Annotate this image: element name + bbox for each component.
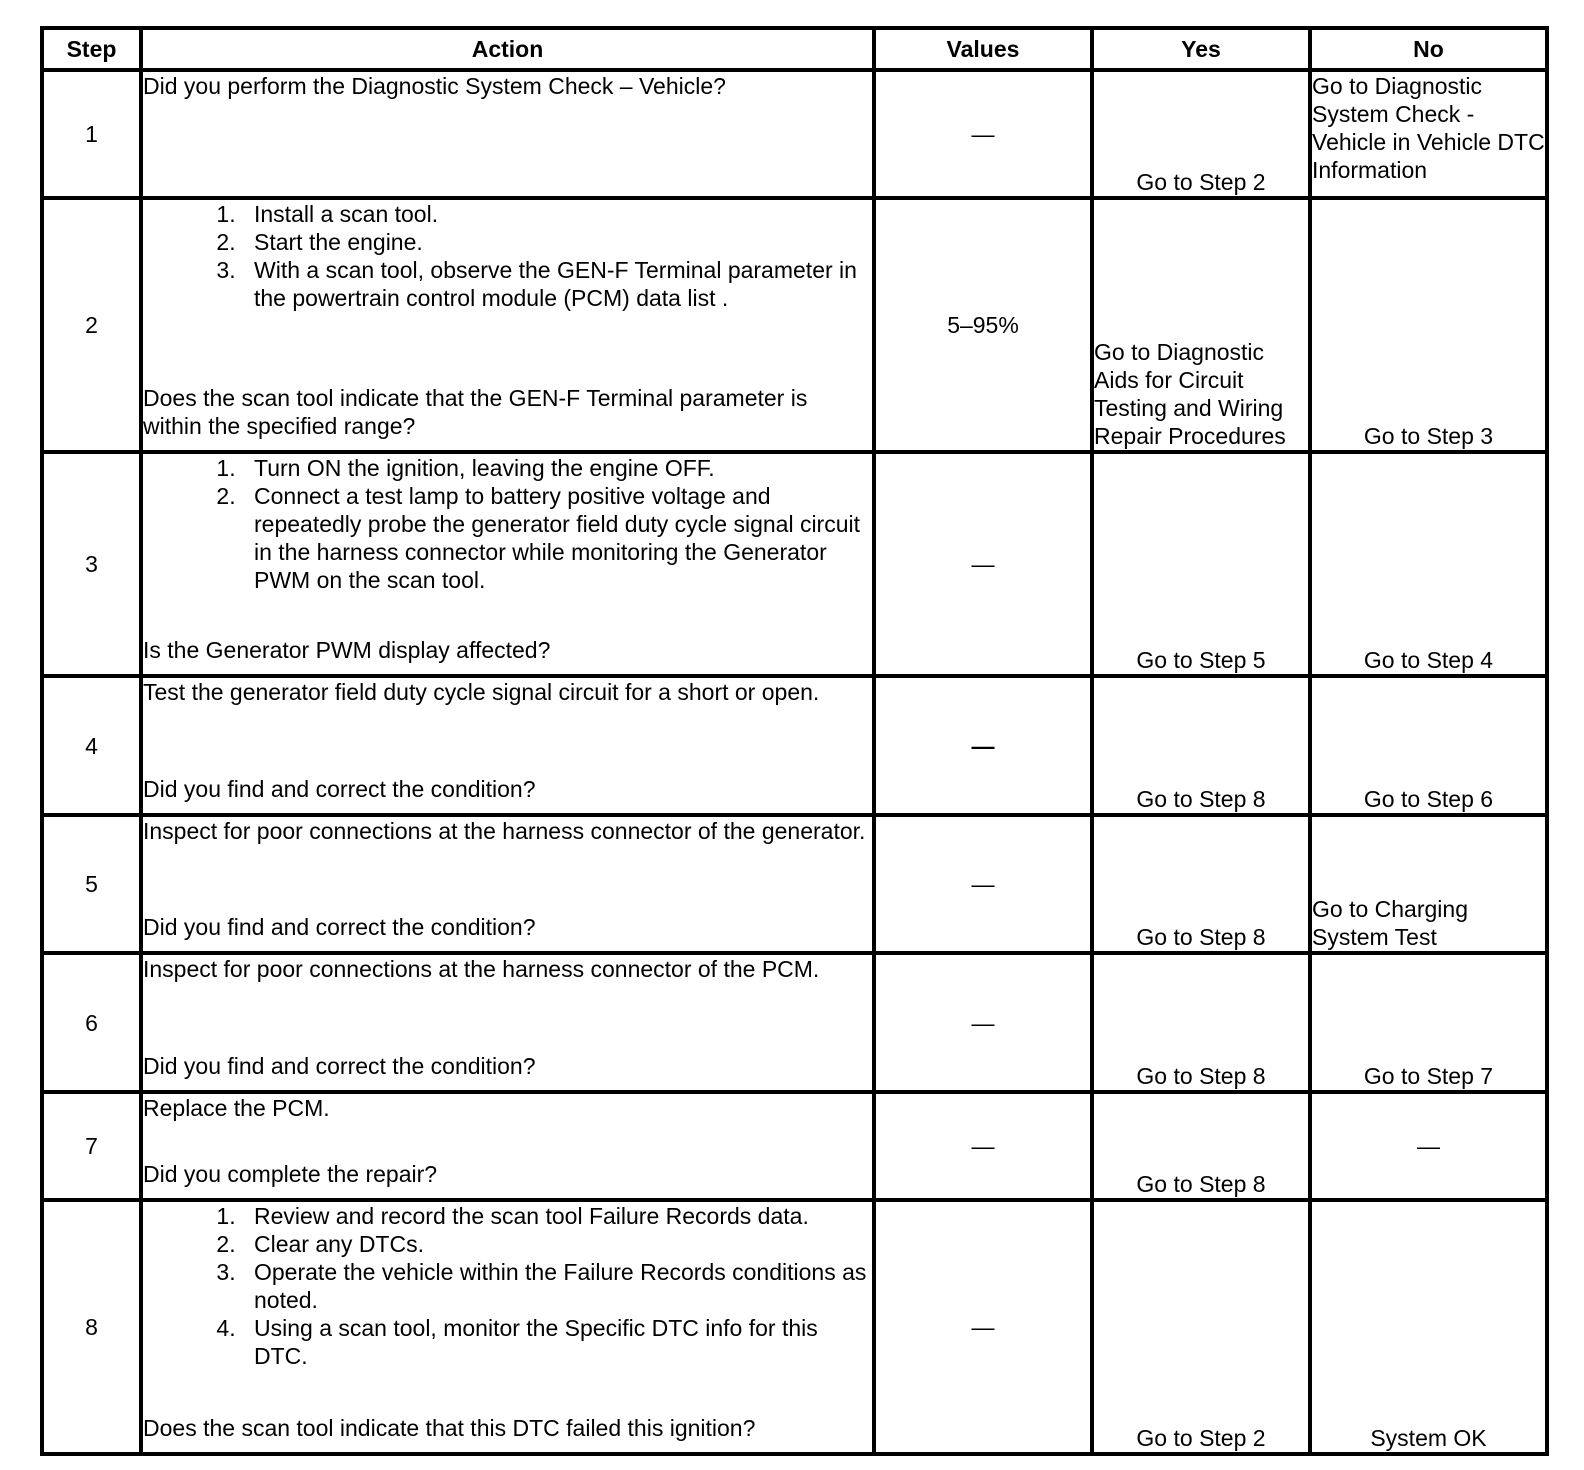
action-step-item: 1. Install a scan tool.	[242, 200, 872, 228]
no-cell: System OK	[1310, 1200, 1547, 1454]
table-row-4	[42, 676, 1547, 815]
value-cell: —	[874, 815, 1092, 953]
action-cell	[141, 1200, 874, 1454]
step-number: 4	[42, 676, 141, 815]
header-values: Values	[874, 28, 1092, 70]
yes-cell: Go to Step 2	[1092, 1200, 1310, 1454]
table-row-8	[42, 1200, 1547, 1454]
table-row-6	[42, 953, 1547, 1092]
value-cell: —	[874, 1092, 1092, 1200]
action-step-item: 2. Clear any DTCs.	[242, 1230, 872, 1258]
action-cell	[141, 452, 874, 676]
action-step-item: 2. Start the engine.	[242, 228, 872, 256]
step-number: 8	[42, 1200, 141, 1454]
step-number: 6	[42, 953, 141, 1092]
action-question: Did you perform the Diagnostic System Check – Vehicle?	[143, 73, 726, 99]
action-instruction: Test the generator field duty cycle signal circuit for a short or open.	[143, 679, 820, 706]
table-row-5	[42, 815, 1547, 953]
action-step-item: 3. With a scan tool, observe the GEN-F Terminal parameter in the powertrain control module (PCM) data list .	[242, 256, 872, 312]
value-cell: —	[874, 452, 1092, 676]
action-steps	[143, 1202, 872, 1370]
table-row-1	[42, 70, 1547, 198]
table-row-7	[42, 1092, 1547, 1200]
value-cell: —	[874, 676, 1092, 815]
value-cell: —	[874, 953, 1092, 1092]
no-cell: Go to Step 4	[1310, 452, 1547, 676]
action-cell	[141, 676, 874, 815]
action-steps	[143, 200, 872, 312]
yes-cell: Go to Step 5	[1092, 452, 1310, 676]
header-action: Action	[141, 28, 874, 70]
no-cell: Go to Step 7	[1310, 953, 1547, 1092]
action-step-item: 1. Review and record the scan tool Failure Records data.	[242, 1202, 872, 1230]
step-number: 2	[42, 198, 141, 452]
action-cell	[141, 953, 874, 1092]
yes-cell: Go to Diagnostic Aids for Circuit Testing and Wiring Repair Procedures	[1092, 198, 1310, 452]
no-cell: Go to Step 3	[1310, 198, 1547, 452]
value-cell: —	[874, 1200, 1092, 1454]
action-question: Does the scan tool indicate that this DTC failed this ignition?	[143, 1415, 756, 1442]
action-instruction: Replace the PCM.	[143, 1095, 330, 1121]
table-row-2	[42, 198, 1547, 452]
no-cell: Go to Charging System Test	[1310, 815, 1547, 953]
action-step-item: 4. Using a scan tool, monitor the Specific DTC info for this DTC.	[242, 1314, 872, 1370]
no-cell: Go to Diagnostic System Check - Vehicle in Vehicle DTC Information	[1310, 70, 1547, 198]
step-number: 1	[42, 70, 141, 198]
action-question: Did you find and correct the condition?	[143, 914, 536, 941]
action-cell	[141, 198, 874, 452]
action-question: Did you complete the repair?	[143, 1161, 438, 1187]
yes-cell: Go to Step 8	[1092, 1092, 1310, 1200]
action-instruction: Inspect for poor connections at the harness connector of the PCM.	[143, 956, 820, 983]
yes-cell: Go to Step 8	[1092, 815, 1310, 953]
yes-cell: Go to Step 8	[1092, 953, 1310, 1092]
action-step-item: 3. Operate the vehicle within the Failure Records conditions as noted.	[242, 1258, 872, 1314]
action-step-item: 2. Connect a test lamp to battery positive voltage and repeatedly probe the generator field duty cycle signal circuit in the harness connector while monitoring the Generator PWM on the scan tool.	[242, 482, 872, 594]
step-number: 5	[42, 815, 141, 953]
action-cell	[141, 815, 874, 953]
header-no: No	[1310, 28, 1547, 70]
yes-cell: Go to Step 2	[1092, 70, 1310, 198]
no-cell: —	[1310, 1092, 1547, 1200]
action-step-item: 1. Turn ON the ignition, leaving the engine OFF.	[242, 454, 872, 482]
table-row-3	[42, 452, 1547, 676]
header-step: Step	[42, 28, 141, 70]
action-instruction: Inspect for poor connections at the harness connector of the generator.	[143, 818, 866, 845]
value-cell: 5–95%	[874, 198, 1092, 452]
action-question: Did you find and correct the condition?	[143, 776, 536, 803]
header-row	[42, 28, 1547, 70]
action-question: Does the scan tool indicate that the GEN-F Terminal parameter is within the specified range?	[143, 384, 808, 439]
action-cell	[141, 70, 874, 198]
action-question: Did you find and correct the condition?	[143, 1053, 536, 1080]
step-number: 3	[42, 452, 141, 676]
yes-cell: Go to Step 8	[1092, 676, 1310, 815]
step-number: 7	[42, 1092, 141, 1200]
action-cell	[141, 1092, 874, 1200]
diagnostic-table	[40, 26, 1549, 1456]
action-steps	[143, 454, 872, 594]
action-question: Is the Generator PWM display affected?	[143, 637, 551, 664]
header-yes: Yes	[1092, 28, 1310, 70]
value-cell: —	[874, 70, 1092, 198]
no-cell: Go to Step 6	[1310, 676, 1547, 815]
